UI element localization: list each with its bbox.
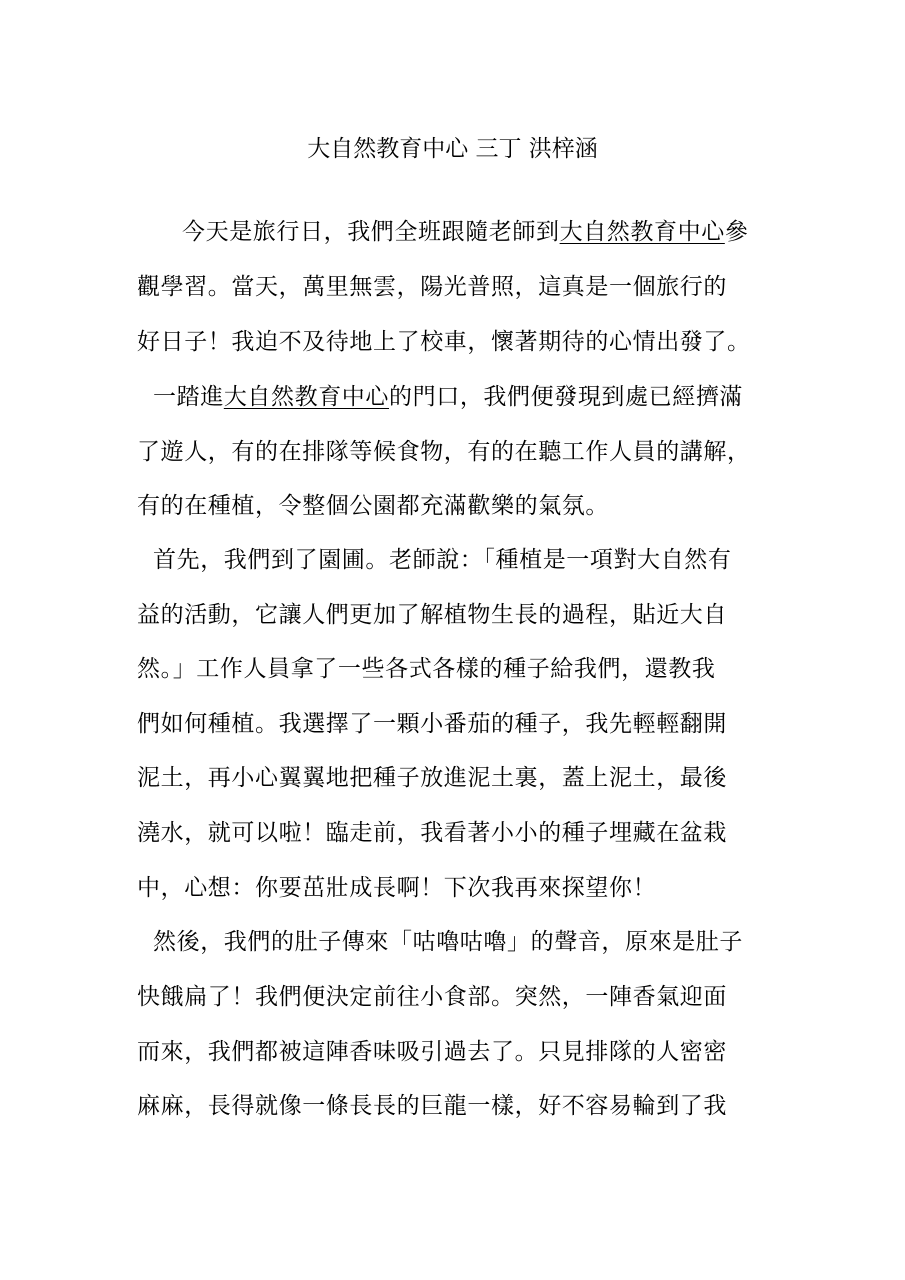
text-segment: 首先，我們到了園圃。老師說：「種植是一項對大自然有 [153,547,732,573]
text-line [153,925,743,959]
text-segment: 有的在種植，令整個公園都充滿歡樂的氣氛。 [137,493,609,519]
text-line [137,652,716,686]
essay-title: 大自然教育中心 三丁 洪梓涵 [307,136,598,162]
text-segment: 們如何種植。我選擇了一顆小番茄的種子，我先輕輕翻開 [137,711,727,737]
text-segment: 中，心想：你要茁壯成長啊！下次我再來探望你！ [137,875,657,901]
text-line [137,1089,727,1123]
text-segment: 觀學習。當天，萬里無雲，陽光普照，這真是一個旅行的 [137,274,727,300]
text-segment: 參 [724,219,749,245]
text-segment: 快餓扁了！我們便決定前往小食部。突然，一陣香氣迎面 [137,984,727,1010]
text-line [137,1035,727,1069]
text-line [137,816,727,850]
text-segment: 好日子！我迫不及待地上了校車，懷著期待的心情出發了。 [137,329,751,355]
text-segment: 益的活動，它讓人們更加了解植物生長的過程，貼近大自 [137,602,727,628]
text-segment: 今天是旅行日，我們全班跟隨老師到 [182,219,560,245]
underlined-place-name: 大自然教育中心 [223,384,390,410]
text-line [137,435,751,469]
text-segment: 一踏進 [153,384,224,410]
text-segment: 泥土，再小心翼翼地把種子放進泥土裏，蓋上泥土，最後 [137,765,727,791]
text-segment: 而來，我們都被這陣香味吸引過去了。只見排隊的人密密 [137,1039,727,1065]
text-line [182,215,748,249]
text-line [153,380,743,414]
text-line [137,325,751,359]
text-line [153,543,732,577]
text-line [137,489,609,523]
text-line [137,270,727,304]
text-segment: 了遊人，有的在排隊等候食物，有的在聽工作人員的講解， [137,439,751,465]
text-line [137,761,727,795]
text-line [137,598,727,632]
text-line [137,980,727,1014]
text-line [137,871,656,905]
text-segment: 麻麻，長得就像一條長長的巨龍一樣，好不容易輪到了我 [137,1093,727,1119]
text-segment: 的門口，我們便發現到處已經擠滿 [389,384,744,410]
text-line [137,707,727,741]
text-segment: 然。」工作人員拿了一些各式各樣的種子給我們，還教我 [137,656,716,682]
underlined-place-name: 大自然教育中心 [559,219,725,245]
text-segment: 澆水，就可以啦！臨走前，我看著小小的種子埋藏在盆栽 [137,820,727,846]
text-segment: 然後，我們的肚子傳來「咕嚕咕嚕」的聲音，原來是肚子 [153,929,743,955]
